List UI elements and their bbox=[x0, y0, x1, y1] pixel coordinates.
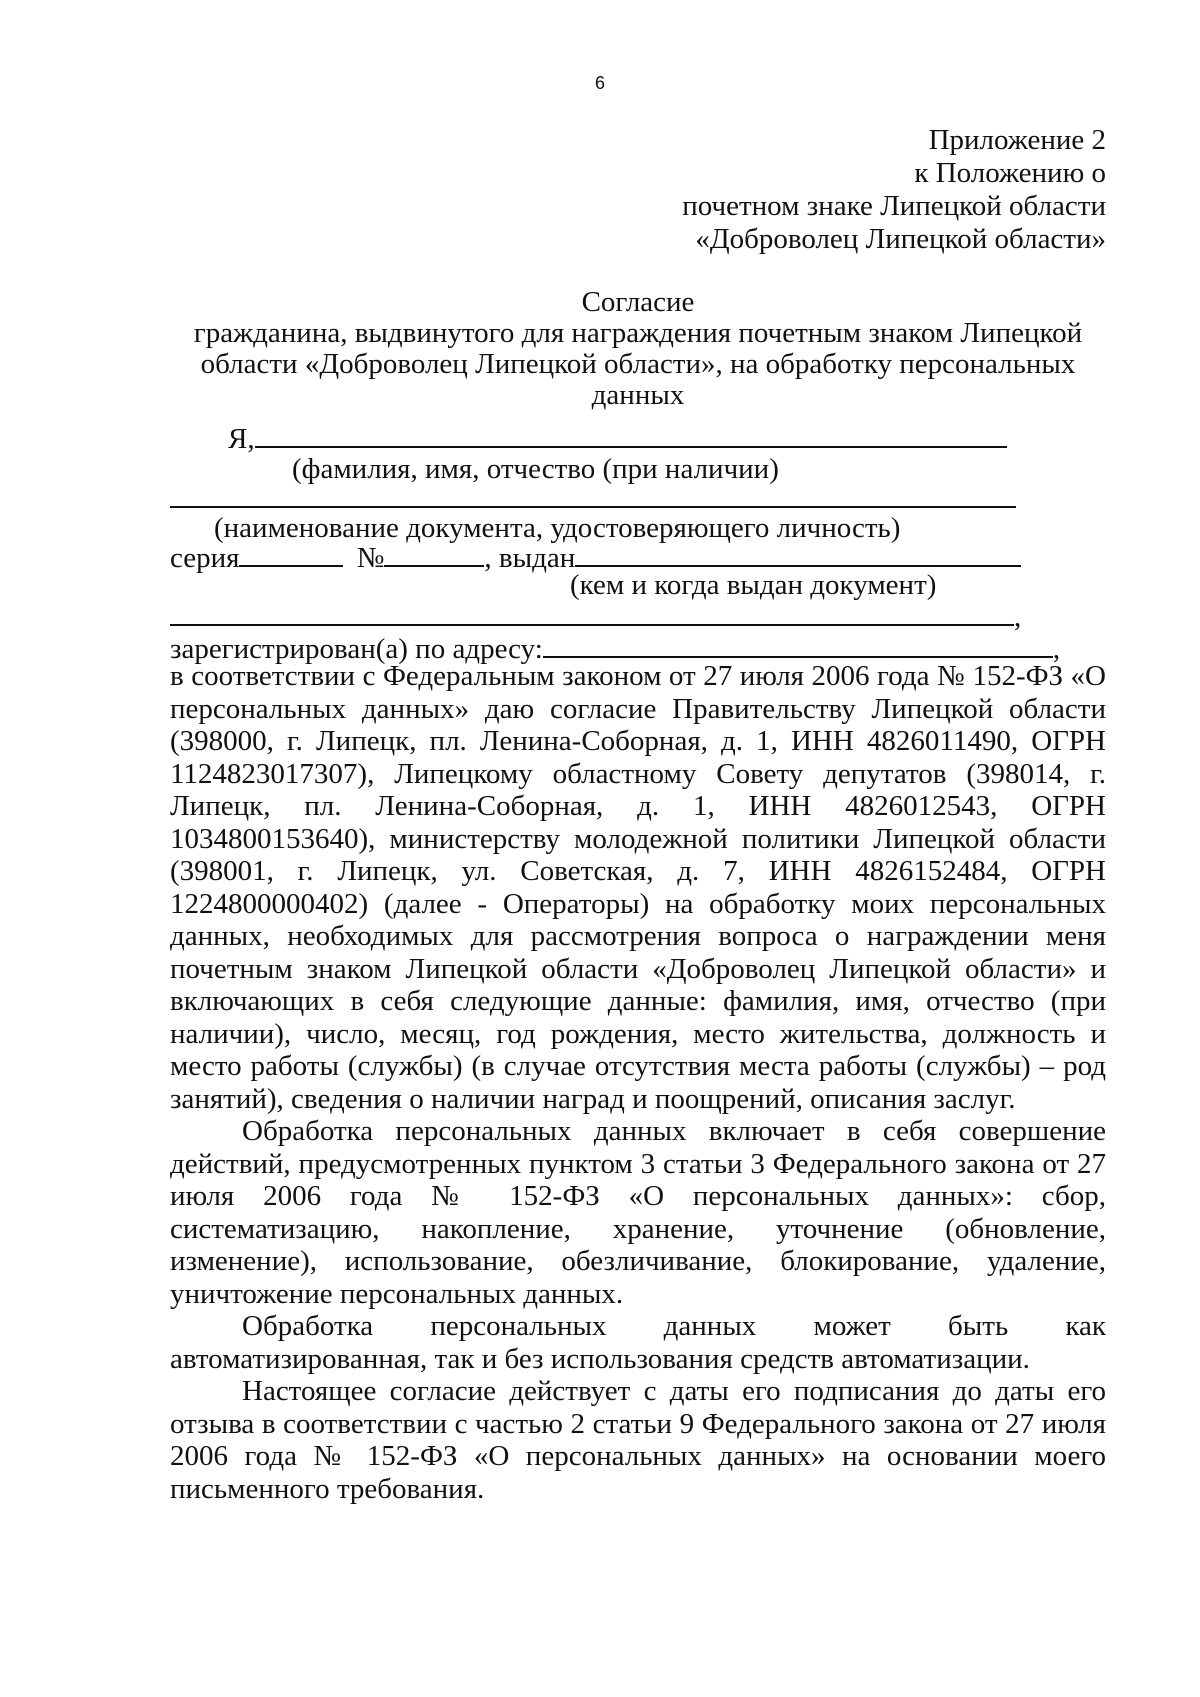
comma: , bbox=[1052, 633, 1061, 665]
number-field[interactable] bbox=[384, 539, 484, 567]
address-extra-row bbox=[170, 598, 1021, 634]
registered-label: зарегистрирован(а) по адресу: bbox=[170, 633, 543, 665]
title-line: Согласие bbox=[581, 286, 695, 318]
issued-label: , выдан bbox=[484, 542, 576, 574]
series-label: серия bbox=[170, 542, 240, 574]
paragraph: Обработка персональных данных может быть как автоматизированная, так и без использования средств автоматизации. bbox=[170, 1310, 1106, 1375]
extra-field[interactable] bbox=[170, 598, 1014, 626]
title-line: области «Доброволец Липецкой области», на обработку персональных bbox=[200, 348, 1076, 380]
paragraph: Настоящее согласие действует с даты его подписания до даты его отзыва в соответствии с частью 2 статьи 9 Федерального закона от 27 июля 2006 года № 152-ФЗ «О персональных данных» на основании моего письменного требования. bbox=[170, 1375, 1106, 1505]
i-label: Я, bbox=[228, 423, 255, 455]
comma: , bbox=[1014, 601, 1022, 633]
appendix-line: Приложение 2 bbox=[928, 124, 1106, 156]
title-line: гражданина, выдвинутого для награждения почетным знаком Липецкой bbox=[193, 317, 1083, 349]
title-line: данных bbox=[591, 379, 685, 411]
appendix-header bbox=[682, 124, 1106, 256]
document-caption: (наименование документа, удостоверяющего личность) bbox=[214, 512, 901, 544]
issued-caption: (кем и когда выдан документ) bbox=[570, 569, 937, 601]
fio-row bbox=[228, 420, 1007, 456]
document-title bbox=[170, 287, 1106, 411]
fio-field[interactable] bbox=[255, 420, 1007, 448]
number-label: № bbox=[356, 542, 385, 574]
document-row bbox=[170, 480, 1016, 516]
series-field[interactable] bbox=[239, 539, 343, 567]
appendix-line: к Положению о bbox=[914, 157, 1106, 189]
fio-caption: (фамилия, имя, отчество (при наличии) bbox=[292, 453, 779, 485]
appendix-line: почетном знаке Липецкой области bbox=[682, 190, 1106, 222]
appendix-line: «Доброволец Липецкой области» bbox=[695, 223, 1106, 255]
document-field[interactable] bbox=[170, 480, 1016, 508]
paragraph: Обработка персональных данных включает в себя совершение действий, предусмотренных пунктом 3 статьи 3 Федерального закона от 27 июля 2006 года № 152-ФЗ «О персональных данных»: сбор, систематизацию, накопление, хранение, уточнение (обновление, изменение), использование, обезличивание, блокирование, удаление, уничтожение персональных данных. bbox=[170, 1115, 1106, 1310]
paragraph: в соответствии с Федеральным законом от 27 июля 2006 года № 152-ФЗ «О персональных данных» даю согласие Правительству Липецкой области (398000, г. Липецк, пл. Ленина-Соборная, д. 1, ИНН 4826011490, ОГРН 1124823017307), Липецкому областному Совету депутатов (398014, г. Липецк, пл. Ленина-Соборная, д. 1, ИНН 4826012543, ОГРН 1034800153640), министерству молодежной политики Липецкой области (398001, г. Липецк, ул. Советская, д. 7, ИНН 4826152484, ОГРН 1224800000402) (далее - Операторы) на обработку моих персональных данных, необходимых для рассмотрения вопроса о награждении меня почетным знаком Липецкой области «Доброволец Липецкой области» и включающих в себя следующие данные: фамилия, имя, отчество (при наличии), число, месяц, год рождения, место жительства, должность и место работы (службы) (в случае отсутствия места работы (службы) – род занятий), сведения о наличии наград и поощрений, описания заслуг. bbox=[170, 660, 1106, 1115]
consent-body bbox=[170, 660, 1106, 1505]
address-field[interactable] bbox=[543, 630, 1053, 658]
page-number: 6 bbox=[594, 73, 605, 93]
issued-field[interactable] bbox=[575, 539, 1021, 567]
